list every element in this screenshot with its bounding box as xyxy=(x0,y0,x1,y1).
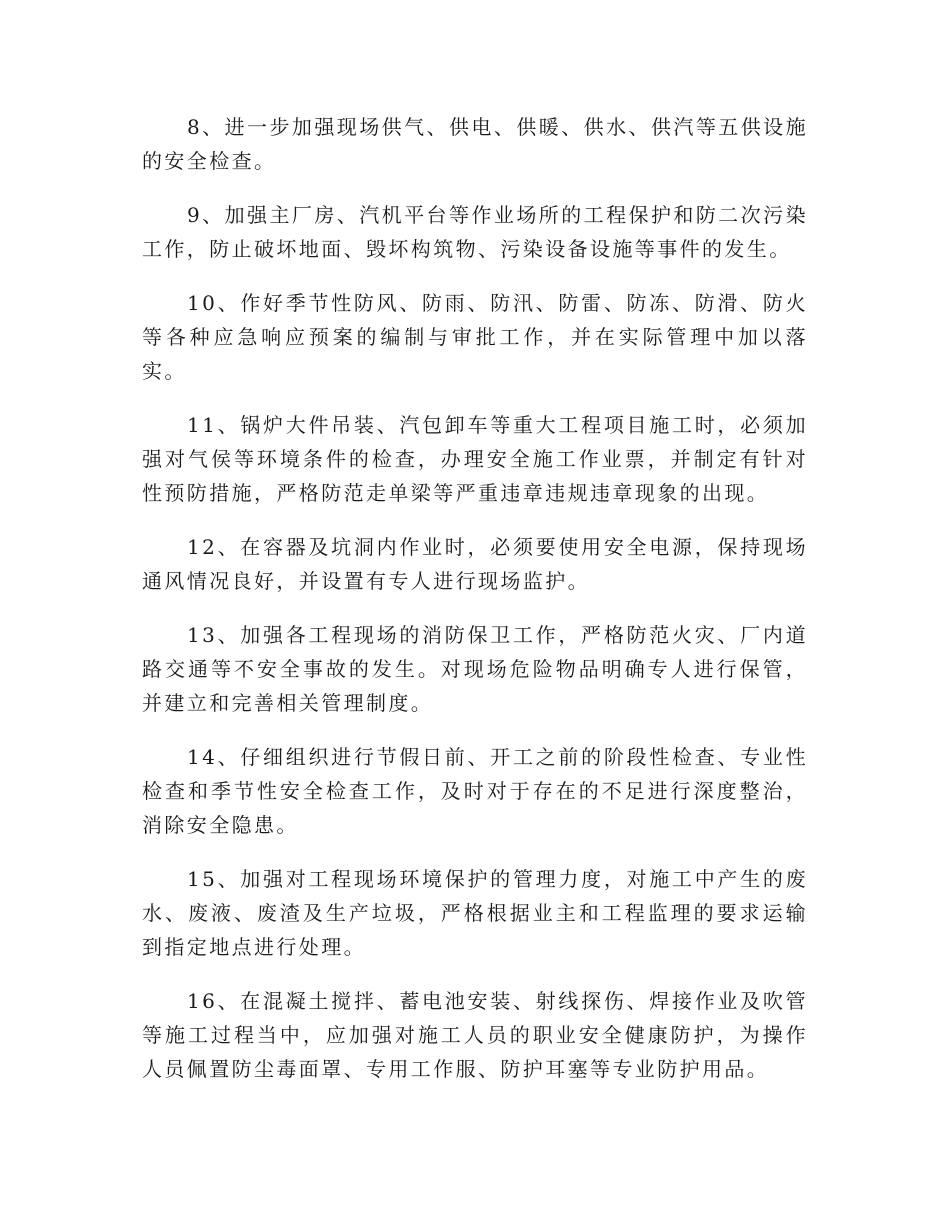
paragraph-item-15: 15、加强对工程现场环境保护的管理力度，对施工中产生的废水、废液、废渣及生产垃圾，严格根据业主和工程监理的要求运输到指定地点进行处理。 xyxy=(142,867,808,959)
paragraph-item-9: 9、加强主厂房、汽机平台等作业场所的工程保护和防二次污染工作，防止破坏地面、毁坏构筑物、污染设备设施等事件的发生。 xyxy=(142,203,808,261)
paragraph-item-16: 16、在混凝土搅拌、蓄电池安装、射线探伤、焊接作业及吹管等施工过程当中，应加强对施工人员的职业安全健康防护，为操作人员佩置防尘毒面罩、专用工作服、防护耳塞等专业防护用品。 xyxy=(142,989,808,1081)
paragraph-item-14: 14、仔细组织进行节假日前、开工之前的阶段性检查、专业性检查和季节性安全检查工作，及时对于存在的不足进行深度整治，消除安全隐患。 xyxy=(142,745,808,837)
paragraph-item-11: 11、锅炉大件吊装、汽包卸车等重大工程项目施工时，必须加强对气侯等环境条件的检查，办理安全施工作业票，并制定有针对性预防措施，严格防范走单梁等严重违章违规违章现象的出现。 xyxy=(142,413,808,505)
paragraph-item-10: 10、作好季节性防风、防雨、防汛、防雷、防冻、防滑、防火等各种应急响应预案的编制与审批工作，并在实际管理中加以落实。 xyxy=(142,291,808,383)
paragraph-item-12: 12、在容器及坑洞内作业时，必须要使用安全电源，保持现场通风情况良好，并设置有专人进行现场监护。 xyxy=(142,535,808,593)
paragraph-item-8: 8、进一步加强现场供气、供电、供暖、供水、供汽等五供设施的安全检查。 xyxy=(142,115,808,173)
paragraph-item-13: 13、加强各工程现场的消防保卫工作，严格防范火灾、厂内道路交通等不安全事故的发生。对现场危险物品明确专人进行保管，并建立和完善相关管理制度。 xyxy=(142,623,808,715)
document-body xyxy=(142,110,808,1106)
